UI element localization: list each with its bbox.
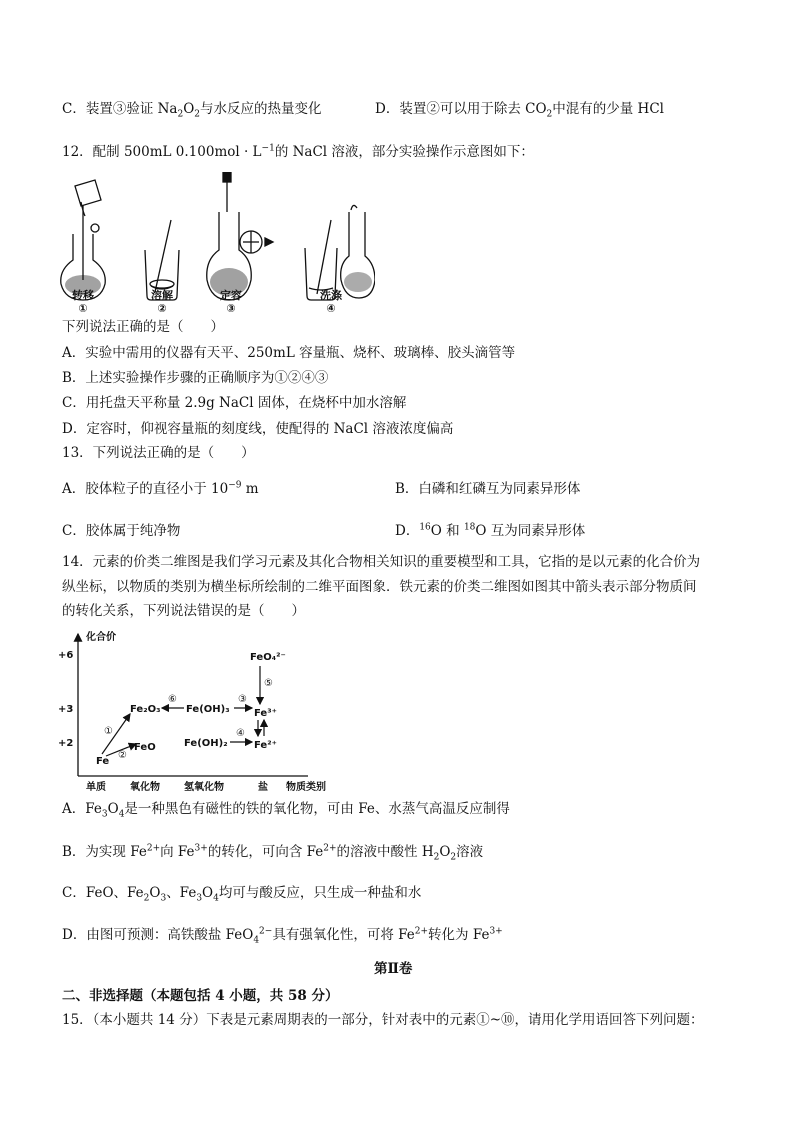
- q14-stem-line3: 的转化关系，下列说法错误的是（ ）: [62, 603, 305, 619]
- q12-option-d: D．定容时，仰视容量瓶的刻度线，使配得的 NaCl 溶液浓度偏高: [62, 421, 454, 437]
- ytick-2: +2: [58, 738, 74, 749]
- washing-apparatus-icon: [305, 205, 375, 300]
- q13-option-b: B．白磷和红磷互为同素异形体: [395, 481, 581, 497]
- arrow-label-5: ⑤: [264, 678, 273, 689]
- step-label-4: 洗涤: [320, 289, 342, 302]
- xcat-element: 单质: [86, 782, 106, 793]
- q11-option-d: D．装置②可以用于除去 $CO_2$中混有的少量 HCl: [375, 101, 664, 120]
- q14-option-d: D．由图可预测：高铁酸盐 FeO$_4^{2-}$具有强氧化性，可将 $Fe^{2+}$转化为 $Fe^{3+}$: [62, 926, 503, 946]
- step-label-2: 溶解: [151, 289, 173, 302]
- species-fe2: Fe²⁺: [254, 740, 277, 751]
- q14-option-c: C．FeO、$Fe_2O_3$、$Fe_3O_4$均可与酸反应，只生成一种盐和水: [62, 885, 422, 904]
- step-num-2: ②: [157, 302, 167, 314]
- part2-title: 第Ⅱ卷: [374, 961, 413, 977]
- ytick-3: +3: [58, 704, 74, 715]
- species-fe: Fe: [96, 756, 110, 767]
- iron-valence-diagram: [58, 626, 348, 794]
- q15-stem: 15．（本小题共 14 分）下表是元素周期表的一部分，针对表中的元素①~⑩，请用化学用语回答下列问题：: [62, 1012, 704, 1028]
- transfer-flask-icon: [61, 180, 106, 300]
- species-feo: FeO: [134, 742, 156, 753]
- xcat-salt: 盐: [258, 782, 268, 793]
- xcat-axis-title: 物质类别: [286, 782, 326, 793]
- q12-apparatus-figure: [55, 172, 375, 314]
- q13-option-a: A．胶体粒子的直径小于 $10^{-9}$ m: [62, 480, 259, 497]
- species-feo4: FeO₄²⁻: [250, 652, 286, 663]
- q13-option-d: D．$^{16}$O 和 $^{18}$O 互为同素异形体: [395, 522, 586, 539]
- q13-option-c: C．胶体属于纯净物: [62, 523, 181, 539]
- species-feoh3: Fe(OH)₃: [186, 704, 230, 715]
- arrow-label-1: ①: [104, 726, 113, 737]
- step-num-3: ③: [226, 302, 236, 314]
- q12-option-c: C．用托盘天平称量 2.9g NaCl 固体，在烧杯中加水溶解: [62, 395, 407, 411]
- q14-option-a: A．$Fe_3O_4$是一种黑色有磁性的铁的氧化物，可由 Fe、水蒸气高温反应制得: [62, 801, 510, 820]
- q14-option-b: B．为实现 $Fe^{2+}$向 $Fe^{3+}$的转化，可向含 $Fe^{2+}$的溶液中酸性 $H_2O_2$溶液: [62, 843, 484, 863]
- species-feoh2: Fe(OH)₂: [184, 738, 228, 749]
- step-num-4: ④: [326, 302, 336, 314]
- part2-section-heading: 二、非选择题（本题包括 4 小题，共 58 分）: [62, 988, 339, 1004]
- q12-option-b: B．上述实验操作步骤的正确顺序为①②④③: [62, 370, 329, 386]
- q13-stem: 13．下列说法正确的是（ ）: [62, 445, 255, 461]
- q11-option-c: C．装置③验证 $Na_2O_2$与水反应的热量变化: [62, 101, 322, 120]
- q14-stem-line1: 14．元素的价类二维图是我们学习元素及其化合物相关知识的重要模型和工具，它指的是以元素的化合价为: [62, 554, 701, 570]
- step-label-1: 转移: [72, 289, 94, 302]
- xcat-hydroxide: 氢氧化物: [184, 782, 224, 793]
- dissolve-beaker-icon: [145, 220, 179, 300]
- y-axis-label: 化合价: [86, 632, 116, 643]
- ytick-6: +6: [58, 650, 74, 661]
- q12-option-a: A．实验中需用的仪器有天平、250mL 容量瓶、烧杯、玻璃棒、胶头滴管等: [62, 345, 516, 361]
- q12-stem: 12．配制 500mL $0.100mol \cdot L^{-1}$的 NaCl 溶液，部分实验操作示意图如下：: [62, 143, 534, 160]
- q14-stem-line2: 纵坐标，以物质的类别为横坐标所绘制的二维平面图象．铁元素的价类二维图如图其中箭头表示部分物质间: [62, 579, 697, 595]
- species-fe3: Fe³⁺: [254, 708, 277, 719]
- xcat-oxide: 氧化物: [130, 782, 160, 793]
- q12-question: 下列说法正确的是（ ）: [62, 319, 224, 335]
- species-fe2o3: Fe₂O₃: [130, 704, 161, 715]
- step-num-1: ①: [78, 302, 88, 314]
- arrow-label-6: ⑥: [168, 694, 177, 705]
- arrow-label-2: ②: [118, 750, 127, 761]
- arrow-label-3: ③: [238, 694, 247, 705]
- arrow-label-4: ④: [236, 728, 245, 739]
- step-label-3: 定容: [220, 289, 242, 302]
- constant-volume-flask-icon: [207, 172, 273, 300]
